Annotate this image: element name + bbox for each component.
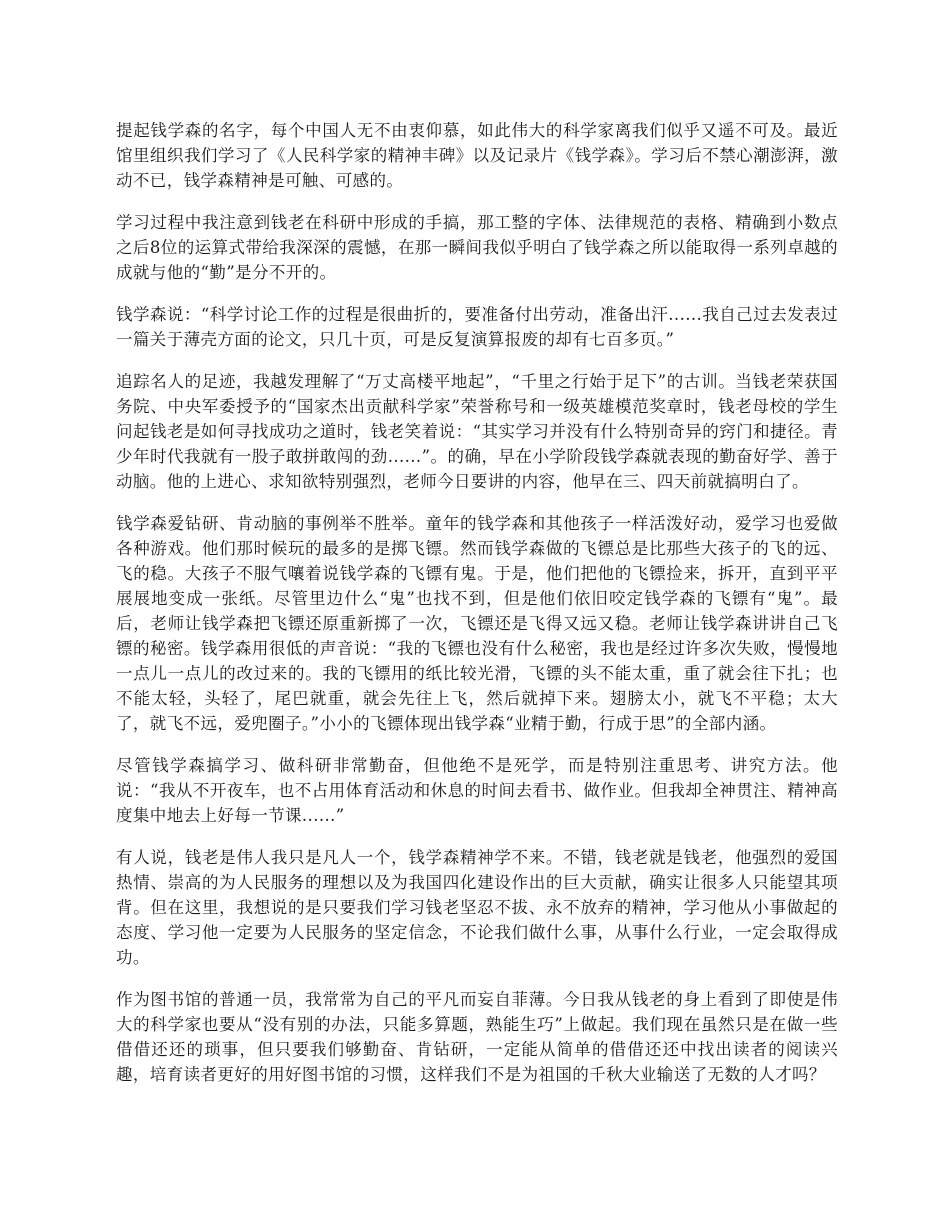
paragraph-8: 作为图书馆的普通一员，我常常为自己的平凡而妄自菲薄。今日我从钱老的身上看到了即使是伟大的科学家也要从“没有别的办法，只能多算题，熟能生巧”上做起。我们现在虽然只是在做一些借借还还的琐事，但只要我们够勤奋、肯钻研，一定能从简单的借借还还中找出读者的阅读兴趣，培育读者更好的用好图书馆的习惯，这样我们不是为祖国的千秋大业输送了无数的人才吗？ [116,990,838,1084]
paragraph-2: 学习过程中我注意到钱老在科研中形成的手搞，那工整的字体、法律规范的表格、精确到小数点之后8位的运算式带给我深深的震憾，在那一瞬间我似乎明白了钱学森之所以能取得一系列卓越的成就与他的“勤”是分不开的。 [116,213,838,282]
paragraph-5: 钱学森爱钻研、肯动脑的事例举不胜举。童年的钱学森和其他孩子一样活泼好动，爱学习也爱做各种游戏。他们那时候玩的最多的是掷飞镖。然而钱学森做的飞镖总是比那些大孩子的飞的远、飞的稳。大孩子不服气嚷着说钱学森的飞镖有鬼。于是，他们把他的飞镖捡来，拆开，直到平平展展地变成一张纸。尽管里边什么“鬼”也找不到，但是他们依旧咬定钱学森的飞镖有“鬼”。最后，老师让钱学森把飞镖还原重新掷了一次，飞镖还是飞得又远又稳。老师让钱学森讲讲自己飞镖的秘密。钱学森用很低的声音说：“我的飞镖也没有什么秘密，我也是经过许多次失败，慢慢地一点儿一点儿的改过来的。我的飞镖用的纸比较光滑，飞镖的头不能太重，重了就会往下扎；也不能太轻，头轻了，尾巴就重，就会先往上飞，然后就掉下来。翅膀太小，就飞不平稳；太大了，就飞不远，爱兜圈子。”小小的飞镖体现出钱学森“业精于勤，行成于思”的全部内涵。 [116,514,838,733]
document-body [116,118,838,1104]
paragraph-4: 追踪名人的足迹，我越发理解了“万丈高楼平地起”，“千里之行始于足下”的古训。当钱老荣获国务院、中央军委授予的“国家杰出贡献科学家”荣誉称号和一级英雄模范奖章时，钱老母校的学生问起钱老是如何寻找成功之道时，钱老笑着说：“其实学习并没有什么特别奇异的窍门和捷径。青少年时代我就有一股子敢拼敢闯的劲......”。的确，早在小学阶段钱学森就表现的勤奋好学、善于动脑。他的上进心、求知欲特别强烈，老师今日要讲的内容，他早在三、四天前就搞明白了。 [116,372,838,491]
paragraph-6: 尽管钱学森搞学习、做科研非常勤奋，但他绝不是死学，而是特别注重思考、讲究方法。他说：“我从不开夜车，也不占用体育活动和休息的时间去看书、做作业。但我却全神贯注、精神高度集中地去上好每一节课......” [116,756,838,825]
paragraph-7: 有人说，钱老是伟人我只是凡人一个，钱学森精神学不来。不错，钱老就是钱老，他强烈的爱国热情、崇高的为人民服务的理想以及为我国四化建设作出的巨大贡献，确实让很多人只能望其项背。但在这里，我想说的是只要我们学习钱老坚忍不拔、永不放弃的精神，学习他从小事做起的态度、学习他一定要为人民服务的坚定信念，不论我们做什么事，从事什么行业，一定会取得成功。 [116,848,838,967]
paragraph-3: 钱学森说：“科学讨论工作的过程是很曲折的，要准备付出劳动，准备出汗......我自己过去发表过一篇关于薄壳方面的论文，只几十页，可是反复演算报废的却有七百多页。” [116,305,838,349]
paragraph-1: 提起钱学森的名字，每个中国人无不由衷仰慕，如此伟大的科学家离我们似乎又遥不可及。最近馆里组织我们学习了《人民科学家的精神丰碑》以及记录片《钱学森》。学习后不禁心潮澎湃，激动不已，钱学森精神是可触、可感的。 [116,121,838,190]
